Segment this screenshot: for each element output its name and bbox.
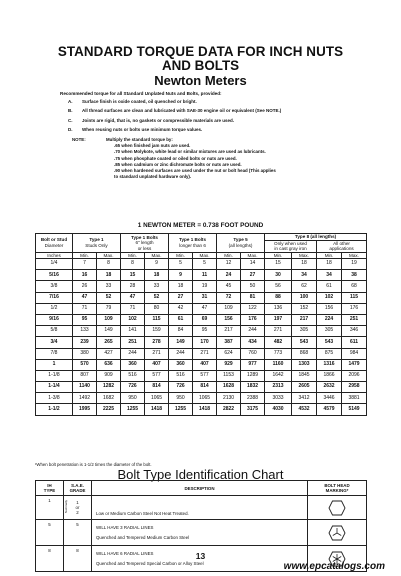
torque-value-cell: 1255 bbox=[169, 404, 193, 415]
torque-value-cell: 875 bbox=[317, 348, 342, 359]
table-row bbox=[36, 303, 367, 314]
torque-value-cell: 2388 bbox=[241, 393, 265, 404]
torque-value-cell: 636 bbox=[97, 359, 121, 370]
torque-value-cell: 5 bbox=[193, 259, 217, 270]
torque-value-cell: 152 bbox=[292, 303, 317, 314]
torque-value-cell: 1065 bbox=[193, 393, 217, 404]
torque-value-cell: 52 bbox=[97, 292, 121, 303]
torque-value-cell: 149 bbox=[97, 326, 121, 337]
torque-value-cell: 1492 bbox=[73, 393, 97, 404]
header-sae-grade: S.A.E. GRADE bbox=[64, 481, 92, 496]
torque-value-cell: 42 bbox=[169, 303, 193, 314]
torque-value-cell: 122 bbox=[241, 303, 265, 314]
torque-value-cell: 61 bbox=[169, 314, 193, 325]
table-row bbox=[36, 314, 367, 325]
torque-value-cell: 271 bbox=[145, 348, 169, 359]
diameter-cell: 7/16 bbox=[36, 292, 73, 303]
torque-value-cell: 2096 bbox=[342, 370, 367, 381]
torque-value-cell: 773 bbox=[265, 348, 292, 359]
subheader-cell: Min. bbox=[265, 252, 292, 259]
torque-value-cell: 170 bbox=[193, 337, 217, 348]
torque-value-cell: 1418 bbox=[145, 404, 169, 415]
torque-value-cell: 726 bbox=[121, 382, 145, 393]
torque-value-cell: 47 bbox=[73, 292, 97, 303]
note-line: .90 when hardened surfaces are used under the nut or bolt head (This applies bbox=[114, 167, 276, 173]
torque-value-cell: 18 bbox=[317, 259, 342, 270]
torque-value-cell: 62 bbox=[292, 281, 317, 292]
page-title-line2: AND BOLTS bbox=[161, 58, 240, 73]
note-label: NOTE: bbox=[72, 137, 86, 142]
torque-value-cell: 14 bbox=[241, 259, 265, 270]
note-line: .70 when Molykote, white lead or similar mixtures are used as lubricants. bbox=[114, 149, 266, 155]
condition-item: A. Surface finish is oxide coated, oil quenched or bright. bbox=[68, 99, 197, 104]
torque-value-cell: 380 bbox=[73, 348, 97, 359]
torque-value-cell: 760 bbox=[241, 348, 265, 359]
diameter-cell: 1-1/2 bbox=[36, 404, 73, 415]
torque-value-cell: 1682 bbox=[97, 393, 121, 404]
condition-item: D. When reusing nuts or bolts use minimum torque values. bbox=[68, 127, 203, 133]
torque-value-cell: 265 bbox=[97, 337, 121, 348]
torque-value-cell: 929 bbox=[217, 359, 241, 370]
diameter-cell: 3/8 bbox=[36, 281, 73, 292]
torque-value-cell: 38 bbox=[342, 270, 367, 281]
torque-value-cell: 1160 bbox=[265, 359, 292, 370]
subheader-cell: Max. bbox=[97, 252, 121, 259]
torque-value-cell: 79 bbox=[97, 303, 121, 314]
torque-value-cell: 577 bbox=[145, 370, 169, 381]
table-row bbox=[36, 370, 367, 381]
hex-head-3-lines-icon bbox=[328, 525, 346, 541]
torque-value-cell: 9 bbox=[145, 259, 169, 270]
torque-value-cell: 176 bbox=[342, 303, 367, 314]
torque-value-cell: 84 bbox=[169, 326, 193, 337]
header-description: DESCRIPTION bbox=[92, 481, 308, 496]
torque-value-cell: 346 bbox=[342, 326, 367, 337]
description-cell: WILL HAVE 6 RADIAL LINES Quenched and Tempered Special Carbon or Alloy Steel bbox=[92, 546, 308, 572]
torque-value-cell: 18 bbox=[145, 270, 169, 281]
subheader-cell: Max. bbox=[241, 252, 265, 259]
note-line: to standard unplated hardware only). bbox=[114, 174, 192, 180]
torque-value-cell: 3033 bbox=[265, 393, 292, 404]
torque-value-cell: 72 bbox=[217, 292, 241, 303]
condition-item: C. Joints are rigid, that is, no gaskets or compressible materials are used. bbox=[68, 117, 235, 123]
torque-value-cell: 69 bbox=[193, 314, 217, 325]
torque-value-cell: 2632 bbox=[317, 382, 342, 393]
bolt-chart-title: Bolt Type Identification Chart bbox=[117, 467, 284, 482]
table-row bbox=[36, 382, 367, 393]
torque-value-cell: 24 bbox=[217, 270, 241, 281]
table-row bbox=[36, 348, 367, 359]
torque-value-cell: 482 bbox=[265, 337, 292, 348]
note-line: .65 when finished jam nuts are used. bbox=[114, 143, 191, 149]
torque-value-cell: 176 bbox=[241, 314, 265, 325]
torque-value-cell: 1282 bbox=[97, 382, 121, 393]
bolt-row-type1 bbox=[36, 496, 367, 520]
torque-value-cell: 360 bbox=[169, 359, 193, 370]
torque-value-cell: 516 bbox=[121, 370, 145, 381]
torque-value-cell: 1418 bbox=[193, 404, 217, 415]
subheader-cell: Max. bbox=[193, 252, 217, 259]
torque-value-cell: 977 bbox=[241, 359, 265, 370]
torque-value-cell: 387 bbox=[217, 337, 241, 348]
footnote: ¹When bolt penetration is 1-1/2 times the diameter of the bolt. bbox=[35, 462, 152, 467]
conversion-note: 1 NEWTON METER = 0.738 FOOT POUND bbox=[137, 222, 264, 229]
torque-value-cell: 984 bbox=[342, 348, 367, 359]
torque-value-cell: 360 bbox=[121, 359, 145, 370]
ih-type-cell: 8 bbox=[36, 546, 64, 572]
table-row bbox=[36, 337, 367, 348]
sae-grade-cell: Nominally 1 or 2 bbox=[64, 496, 92, 520]
torque-value-cell: 239 bbox=[73, 337, 97, 348]
torque-value-cell: 2130 bbox=[217, 393, 241, 404]
header-ih-type: IH TYPE bbox=[36, 481, 64, 496]
torque-value-cell: 133 bbox=[73, 326, 97, 337]
table-row bbox=[36, 393, 367, 404]
torque-value-cell: 4030 bbox=[265, 404, 292, 415]
torque-value-cell: 68 bbox=[342, 281, 367, 292]
torque-value-cell: 81 bbox=[241, 292, 265, 303]
torque-value-cell: 1316 bbox=[317, 359, 342, 370]
torque-value-cell: 9 bbox=[169, 270, 193, 281]
diameter-cell: 5/16 bbox=[36, 270, 73, 281]
header-type1-bolts-short: Type 1 Bolts 6" length or less bbox=[121, 234, 169, 253]
torque-value-cell: 27 bbox=[241, 270, 265, 281]
torque-value-cell: 3412 bbox=[292, 393, 317, 404]
torque-value-cell: 115 bbox=[145, 314, 169, 325]
diameter-cell: 1-1/8 bbox=[36, 370, 73, 381]
torque-value-cell: 109 bbox=[97, 314, 121, 325]
torque-value-cell: 18 bbox=[97, 270, 121, 281]
diameter-cell: 1-1/4 bbox=[36, 382, 73, 393]
torque-value-cell: 4532 bbox=[292, 404, 317, 415]
torque-value-cell: 109 bbox=[217, 303, 241, 314]
torque-value-cell: 407 bbox=[145, 359, 169, 370]
note-line: .75 when phosphate coated or oiled bolts or nuts are used. bbox=[114, 155, 237, 161]
table-row bbox=[36, 270, 367, 281]
torque-value-cell: 950 bbox=[169, 393, 193, 404]
torque-value-cell: 52 bbox=[145, 292, 169, 303]
torque-value-cell: 251 bbox=[121, 337, 145, 348]
torque-value-cell: 868 bbox=[292, 348, 317, 359]
diameter-cell: 3/4 bbox=[36, 337, 73, 348]
torque-value-cell: 1065 bbox=[145, 393, 169, 404]
torque-value-cell: 814 bbox=[193, 382, 217, 393]
torque-value-cell: 141 bbox=[121, 326, 145, 337]
subheader-cell: Min. bbox=[169, 252, 193, 259]
torque-value-cell: 2958 bbox=[342, 382, 367, 393]
torque-value-cell: 8 bbox=[97, 259, 121, 270]
page-number: 13 bbox=[195, 551, 206, 561]
torque-value-cell: 814 bbox=[145, 382, 169, 393]
torque-value-cell: 88 bbox=[265, 292, 292, 303]
torque-value-cell: 1479 bbox=[342, 359, 367, 370]
torque-value-cell: 95 bbox=[73, 314, 97, 325]
torque-value-cell: 2605 bbox=[292, 382, 317, 393]
torque-value-cell: 2822 bbox=[217, 404, 241, 415]
torque-value-cell: 251 bbox=[342, 314, 367, 325]
torque-value-cell: 271 bbox=[193, 348, 217, 359]
diameter-cell: 9/16 bbox=[36, 314, 73, 325]
torque-value-cell: 18 bbox=[169, 281, 193, 292]
subheader-cell: Min. bbox=[217, 252, 241, 259]
torque-value-cell: 100 bbox=[292, 292, 317, 303]
torque-value-cell: 45 bbox=[217, 281, 241, 292]
torque-value-cell: 2225 bbox=[97, 404, 121, 415]
torque-value-cell: 4579 bbox=[317, 404, 342, 415]
torque-value-cell: 3881 bbox=[342, 393, 367, 404]
torque-value-cell: 1845 bbox=[292, 370, 317, 381]
table-row bbox=[36, 281, 367, 292]
torque-value-cell: 50 bbox=[241, 281, 265, 292]
diameter-cell: 5/8 bbox=[36, 326, 73, 337]
torque-value-cell: 7 bbox=[73, 259, 97, 270]
torque-value-cell: 34 bbox=[292, 270, 317, 281]
torque-value-cell: 950 bbox=[121, 393, 145, 404]
description-cell: Low or Medium Carbon Steel Not Heat Treated. bbox=[92, 496, 308, 520]
torque-value-cell: 807 bbox=[73, 370, 97, 381]
header-type5: Type 5 (all lengths) bbox=[217, 234, 265, 253]
torque-value-cell: 28 bbox=[121, 281, 145, 292]
torque-value-cell: 611 bbox=[342, 337, 367, 348]
torque-value-cell: 27 bbox=[169, 292, 193, 303]
torque-value-cell: 624 bbox=[217, 348, 241, 359]
note-intro: Multiply the standard torque by: bbox=[106, 137, 173, 142]
torque-value-cell: 156 bbox=[317, 303, 342, 314]
torque-value-cell: 156 bbox=[217, 314, 241, 325]
torque-value-cell: 244 bbox=[121, 348, 145, 359]
torque-value-cell: 434 bbox=[241, 337, 265, 348]
header-type8: Type 8 (all lengths) bbox=[265, 234, 367, 241]
table-row bbox=[36, 259, 367, 270]
torque-value-cell: 217 bbox=[292, 314, 317, 325]
torque-value-cell: 1866 bbox=[317, 370, 342, 381]
sae-grade-cell: 8 bbox=[64, 546, 92, 572]
torque-value-cell: 149 bbox=[169, 337, 193, 348]
ih-type-cell: 5 bbox=[36, 520, 64, 546]
torque-value-cell: 3446 bbox=[317, 393, 342, 404]
torque-value-cell: 1995 bbox=[73, 404, 97, 415]
torque-value-cell: 217 bbox=[217, 326, 241, 337]
torque-value-cell: 1255 bbox=[121, 404, 145, 415]
subheader-cell: Inches bbox=[36, 252, 73, 259]
diameter-cell: 1 bbox=[36, 359, 73, 370]
torque-value-cell: 305 bbox=[292, 326, 317, 337]
torque-value-cell: 305 bbox=[317, 326, 342, 337]
torque-value-cell: 543 bbox=[292, 337, 317, 348]
torque-value-cell: 1832 bbox=[241, 382, 265, 393]
subheader-cell: Min. bbox=[121, 252, 145, 259]
diameter-cell: 1/4 bbox=[36, 259, 73, 270]
torque-value-cell: 34 bbox=[317, 270, 342, 281]
torque-value-cell: 3175 bbox=[241, 404, 265, 415]
watermark-url: www.epcatalogs.com bbox=[283, 561, 385, 572]
torque-value-cell: 47 bbox=[121, 292, 145, 303]
header-other-applications: All other applications bbox=[317, 240, 367, 252]
nominal-side-label: Nominally bbox=[64, 500, 68, 514]
conditions-list bbox=[68, 99, 281, 137]
torque-value-cell: 15 bbox=[121, 270, 145, 281]
diameter-cell: 1/2 bbox=[36, 303, 73, 314]
hex-head-plain-icon bbox=[328, 500, 346, 516]
bolt-row-type5 bbox=[36, 520, 367, 546]
torque-value-cell: 2313 bbox=[265, 382, 292, 393]
torque-value-cell: 19 bbox=[193, 281, 217, 292]
table-row bbox=[36, 359, 367, 370]
torque-value-cell: 102 bbox=[121, 314, 145, 325]
torque-value-cell: 244 bbox=[241, 326, 265, 337]
torque-value-cell: 570 bbox=[73, 359, 97, 370]
torque-value-cell: 61 bbox=[317, 281, 342, 292]
torque-value-cell: 26 bbox=[73, 281, 97, 292]
torque-value-cell: 5 bbox=[169, 259, 193, 270]
diameter-cell: 7/8 bbox=[36, 348, 73, 359]
torque-value-cell: 15 bbox=[265, 259, 292, 270]
table-row bbox=[36, 404, 367, 415]
header-bolt-head-marking: BOLT HEAD MARKING* bbox=[308, 481, 367, 496]
torque-value-cell: 71 bbox=[73, 303, 97, 314]
torque-value-cell: 56 bbox=[265, 281, 292, 292]
torque-value-cell: 33 bbox=[97, 281, 121, 292]
torque-value-cell: 1153 bbox=[217, 370, 241, 381]
note-line: .85 when cadmium or zinc dichromate bolts or nuts are used. bbox=[114, 161, 242, 167]
subheader-cell: Max. bbox=[292, 252, 317, 259]
torque-value-cell: 115 bbox=[342, 292, 367, 303]
description-cell: WILL HAVE 3 RADIAL LINES Quenched and Tempered Medium Carbon Steel bbox=[92, 520, 308, 546]
table-row bbox=[36, 326, 367, 337]
torque-value-cell: 12 bbox=[217, 259, 241, 270]
torque-value-cell: 95 bbox=[193, 326, 217, 337]
torque-value-cell: 19 bbox=[342, 259, 367, 270]
torque-value-cell: 909 bbox=[97, 370, 121, 381]
torque-value-cell: 47 bbox=[193, 303, 217, 314]
subheader-cell: Max. bbox=[145, 252, 169, 259]
header-type1-studs: Type 1 Studs Only bbox=[73, 234, 121, 253]
torque-value-cell: 278 bbox=[145, 337, 169, 348]
torque-value-cell: 30 bbox=[265, 270, 292, 281]
torque-value-cell: 80 bbox=[145, 303, 169, 314]
torque-value-cell: 31 bbox=[193, 292, 217, 303]
diameter-cell: 1-3/8 bbox=[36, 393, 73, 404]
torque-value-cell: 1289 bbox=[241, 370, 265, 381]
torque-value-cell: 516 bbox=[169, 370, 193, 381]
torque-value-cell: 1642 bbox=[265, 370, 292, 381]
page-title-line1: STANDARD TORQUE DATA FOR INCH NUTS bbox=[57, 44, 344, 59]
torque-value-cell: 407 bbox=[193, 359, 217, 370]
torque-value-cell: 1628 bbox=[217, 382, 241, 393]
torque-value-cell: 1303 bbox=[292, 359, 317, 370]
torque-value-cell: 18 bbox=[292, 259, 317, 270]
torque-value-cell: 159 bbox=[145, 326, 169, 337]
torque-value-cell: 16 bbox=[73, 270, 97, 281]
torque-value-cell: 197 bbox=[265, 314, 292, 325]
torque-value-cell: 1140 bbox=[73, 382, 97, 393]
ih-type-cell: 1 bbox=[36, 496, 64, 520]
header-type1-bolts-long: Type 1 Bolts longer than 6 bbox=[169, 234, 217, 253]
torque-value-cell: 427 bbox=[97, 348, 121, 359]
torque-value-cell: 224 bbox=[317, 314, 342, 325]
header-bolt-diameter: Bolt or Stud Diameter bbox=[36, 234, 73, 253]
torque-value-cell: 71 bbox=[121, 303, 145, 314]
torque-value-cell: 11 bbox=[193, 270, 217, 281]
torque-value-cell: 5149 bbox=[342, 404, 367, 415]
torque-value-cell: 8 bbox=[121, 259, 145, 270]
page-subtitle: Newton Meters bbox=[154, 73, 247, 88]
subheader-cell: Min. bbox=[317, 252, 342, 259]
subheader-cell: Min. bbox=[73, 252, 97, 259]
torque-value-cell: 577 bbox=[193, 370, 217, 381]
torque-value-cell: 271 bbox=[265, 326, 292, 337]
recommendation-text: Recommended torque for all Standard Unplated Nuts and Bolts, provided: bbox=[60, 91, 222, 96]
torque-value-cell: 102 bbox=[317, 292, 342, 303]
marking-cell bbox=[308, 496, 367, 520]
header-cast-iron: Only when used in cast gray iron bbox=[265, 240, 317, 252]
condition-item: B. All thread surfaces are clean and lubricated with SAE-30 engine oil or equivalent (See NOTE.) bbox=[68, 108, 282, 114]
torque-value-cell: 136 bbox=[265, 303, 292, 314]
marking-cell bbox=[308, 520, 367, 546]
subheader-cell: Max. bbox=[342, 252, 367, 259]
torque-table bbox=[35, 233, 367, 416]
torque-value-cell: 33 bbox=[145, 281, 169, 292]
torque-value-cell: 726 bbox=[169, 382, 193, 393]
torque-value-cell: 244 bbox=[169, 348, 193, 359]
sae-grade-cell: 5 bbox=[64, 520, 92, 546]
table-row bbox=[36, 292, 367, 303]
torque-value-cell: 543 bbox=[317, 337, 342, 348]
